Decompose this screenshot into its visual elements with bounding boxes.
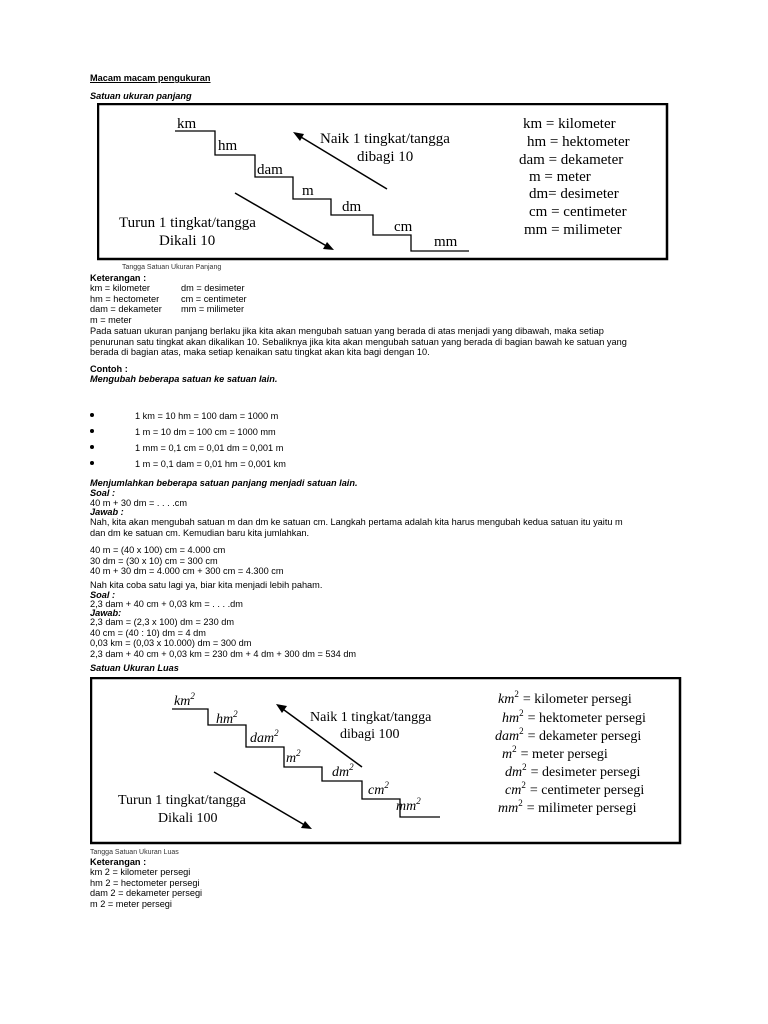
figure1-caption: Tangga Satuan Ukuran Panjang [122,264,222,271]
bullet-item: 1 m = 0,1 dam = 0,01 hm = 0,001 km [135,459,286,469]
keterangan1-item: dam = dekameter [90,304,162,314]
soal1-label: Soal : [90,488,116,498]
keterangan1-item: cm = centimeter [181,293,247,304]
legend-km2: $km^2$ = kilometer persegi [498,689,632,707]
step-dm: dm [342,199,362,215]
legend-dm: dm= desimeter [529,186,619,202]
legend-km: km = kilometer [523,116,616,132]
soal2-jawab-label: Jawab: [90,608,122,618]
main-heading: Macam macam pengukuran [90,73,211,83]
legend-m2: $m^2$ = meter persegi [502,744,608,762]
keterangan1-item: hm = hectometer [90,293,160,304]
step-m2: $m^2$ [286,748,301,766]
soal1-heading: Menjumlahkan beberapa satuan panjang menjadi satuan lain. [90,478,358,488]
step-km2: $km^2$ [174,691,195,709]
keterangan2-item: m 2 = meter persegi [90,898,172,909]
keterangan1-item: dm = desimeter [181,283,245,293]
legend-mm: mm = milimeter [524,222,622,238]
paragraph-line: dan dm ke satuan cm. Kemudian baru kita jumlahkan. [90,527,310,538]
step-hm: hm [218,138,238,154]
keterangan1-item: km = kilometer [90,283,150,293]
calc-line: 30 dm = (30 x 10) cm = 300 cm [90,555,218,566]
calc-line: 2,3 dam + 40 cm + 0,03 km = 230 dm + 4 dm + 300 dm = 534 dm [90,648,357,659]
calc-line: 2,3 dam = (2,3 x 100) dm = 230 dm [90,617,235,627]
keterangan1-left [90,283,162,325]
down-label-line1: Turun 1 tingkat/tangga [119,215,256,231]
step-dam: dam [257,162,283,178]
keterangan1-title: Keterangan : [90,273,147,283]
paragraph-line: Nah, kita akan mengubah satuan m dan dm ke satuan cm. Langkah pertama adalah kita harus mengubah kedua satuan itu yaitu m [90,517,623,527]
bullet-dot [90,413,94,417]
keterangan2-title: Keterangan : [90,857,147,867]
paragraph-line: berada di bagian atas, maka setiap kenaikan satu tingkat akan kita bagi dengan 10. [90,347,430,357]
legend-dm2: $dm^2$ = desimeter persegi [505,762,641,780]
down-label-line2: Dikali 100 [158,811,218,826]
bullet-item: 1 km = 10 hm = 100 dam = 1000 m [135,411,279,421]
step-m: m [302,183,314,199]
legend-cm: cm = centimeter [529,204,627,220]
legend-mm2: $mm^2$ = milimeter persegi [498,798,637,816]
area-staircase-figure [90,677,682,845]
soal2-intro: Nah kita coba satu lagi ya, biar kita menjadi lebih paham. [90,580,323,590]
contoh-title: Contoh : [90,364,128,374]
calc-line: 40 m = (40 x 100) cm = 4.000 cm [90,545,226,555]
keterangan2-item: hm 2 = hectometer persegi [90,877,200,888]
keterangan1-right [181,283,247,315]
intro-paragraph [90,326,627,358]
calc-line: 0,03 km = (0,03 x 10.000) dm = 300 dm [90,638,252,648]
down-label-line2: Dikali 10 [159,233,216,249]
figure2-caption: Tangga Satuan Ukuran Luas [90,849,179,856]
legend-m: m = meter [529,169,591,185]
keterangan1-item: m = meter [90,314,132,325]
length-staircase-figure [97,103,669,261]
keterangan2-item: km 2 = kilometer persegi [90,867,191,877]
bullet-dot [90,429,94,433]
step-dam2: dam$^2$ [250,728,279,746]
section-heading-luas: Satuan Ukuran Luas [90,663,179,673]
paragraph-line: penurunan satu tingkat akan dikalikan 10. Sebaliknya jika kita akan mengubah satuan yang berada di bagian bawah ke satuan yang [90,336,627,347]
soal2-question: 2,3 dam + 40 cm + 0,03 km = . . . .dm [90,599,243,609]
up-label-line2: dibagi 10 [357,149,414,165]
legend-cm2: $cm^2$ = centimeter persegi [505,780,645,798]
step-km: km [177,116,197,132]
keterangan2-list [90,867,202,909]
paragraph-line: Pada satuan ukuran panjang berlaku jika kita akan mengubah satuan yang berada di atas menjadi yang dibawah, maka setiap [90,326,604,336]
section-heading-panjang: Satuan ukuran panjang [90,91,192,101]
step-mm: mm [434,234,458,250]
step-mm2: $mm^2$ [396,796,421,814]
bullet-dot [90,445,94,449]
soal2-steps [90,617,356,659]
bullet-item: 1 mm = 0,1 cm = 0,01 dm = 0,001 m [135,443,284,453]
soal1-question: 40 m + 30 dm = . . . .cm [90,498,188,508]
soal1-jawab-label: Jawab : [90,507,124,517]
up-label-line2: dibagi 100 [340,727,400,742]
soal2-label: Soal : [90,590,116,600]
legend-dam2: dam$^2$ = dekameter persegi [495,726,642,744]
keterangan1-item: mm = milimeter [181,304,245,314]
up-label-line1: Naik 1 tingkat/tangga [310,710,432,725]
legend-dam: dam = dekameter [519,152,624,168]
contoh-subtitle: Mengubah beberapa satuan ke satuan lain. [90,374,278,384]
legend-hm: hm = hektometer [527,134,630,150]
calc-line: 40 cm = (40 : 10) dm = 4 dm [90,627,206,638]
step-dm2: $dm^2$ [332,762,354,780]
step-cm: cm [394,219,413,235]
step-cm2: $cm^2$ [368,780,389,798]
bullet-item: 1 m = 10 dm = 100 cm = 1000 mm [135,427,276,437]
calc-line: 40 m + 30 dm = 4.000 cm + 300 cm = 4.300 cm [90,566,284,576]
soal1-jawab-paragraph [90,517,623,538]
up-label-line1: Naik 1 tingkat/tangga [320,131,450,147]
bullet-dot [90,461,94,465]
soal1-steps [90,545,284,577]
keterangan2-item: dam 2 = dekameter persegi [90,888,203,898]
legend-hm2: $hm^2$ = hektometer persegi [502,708,646,726]
down-label-line1: Turun 1 tingkat/tangga [118,793,246,808]
step-hm2: $hm^2$ [216,709,238,727]
